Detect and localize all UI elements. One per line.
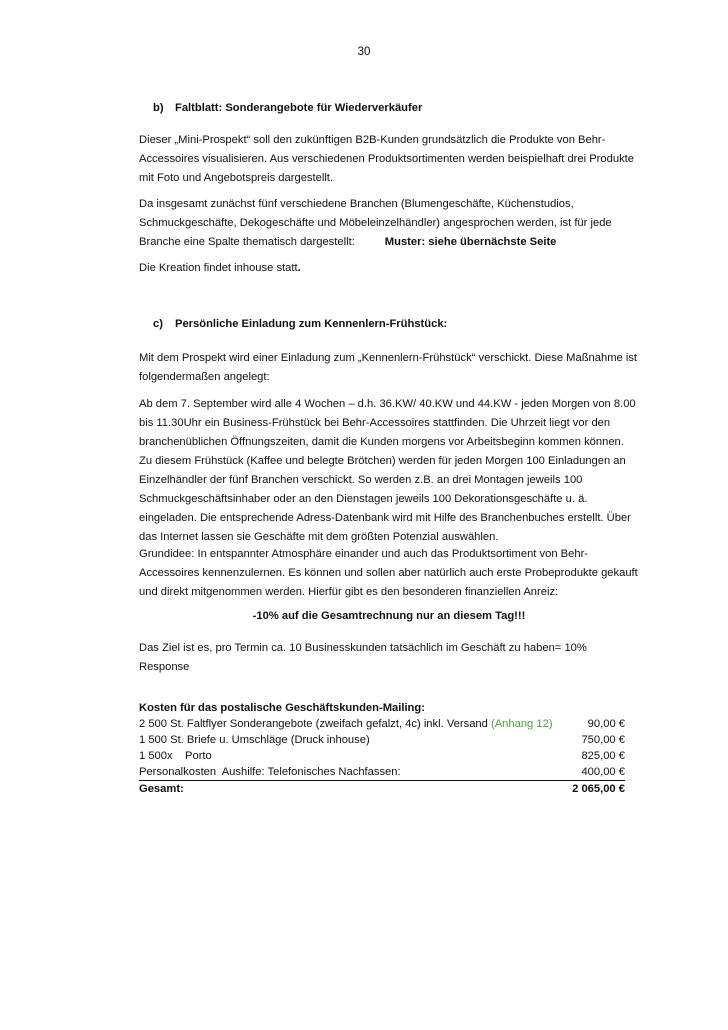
cost-item-amount: 400,00 €: [570, 764, 625, 781]
cost-section: [139, 700, 639, 797]
cost-item-label: 1 500x Porto: [139, 750, 212, 762]
text-line: Da insgesamt zunächst fünf verschiedene Branchen (Blumengeschäfte, Küchenstudios,: [139, 198, 574, 210]
text-line: Ab dem 7. September wird alle 4 Wochen – d.h. 36.KW/ 40.KW und 44.KW - jeden Morgen von 8.00: [139, 398, 636, 410]
appendix-reference: (Anhang 12): [490, 718, 553, 730]
section-c-paragraph-2: [139, 395, 639, 547]
table-row: [139, 700, 625, 716]
total-label: Gesamt:: [139, 783, 184, 795]
text-line: eingeladen. Die entsprechende Adress-Datenbank wird mit Hilfe des Branchenbuches erstellt. Über: [139, 512, 631, 524]
text-line: folgendermaßen angelegt:: [139, 371, 270, 383]
text-fragment: Die Kreation findet inhouse statt: [139, 262, 298, 274]
section-b-paragraph-2: [139, 195, 639, 252]
text-line: [139, 233, 639, 252]
section-b-heading: [139, 99, 653, 118]
text-fragment: Branche eine Spalte thematisch dargestellt:: [139, 236, 355, 248]
text-line: das Internet lassen sie Geschäfte mit dem größten Potenzial auswählen.: [139, 531, 499, 543]
section-c-marker: c): [153, 318, 163, 330]
table-row: [139, 716, 625, 732]
cost-table: [139, 700, 625, 797]
section-c-title: Persönliche Einladung zum Kennenlern-Frühstück:: [175, 318, 448, 330]
text-fragment: .: [297, 262, 301, 274]
section-b-paragraph-3: [139, 259, 639, 278]
text-line: Grundidee: In entspannter Atmosphäre einander und auch das Produktsortiment von Behr-: [139, 548, 589, 560]
text-line: bis 11.30Uhr ein Business-Frühstück bei Behr-Accessoires stattfinden. Die Uhrzeit liegt vor den: [139, 417, 611, 429]
section-b-title: Faltblatt: Sonderangebote für Wiederverkäufer: [175, 102, 423, 114]
table-row: [139, 781, 625, 798]
section-b-marker: b): [153, 102, 164, 114]
text-line: Dieser „Mini-Prospekt“ soll den zukünftigen B2B-Kunden grundsätzlich die Produkte von Behr-: [139, 134, 606, 146]
text-line: Schmuckgeschäftsinhaber oder an den Dienstagen jeweils 100 Dekorationsgeschäfte u. ä.: [139, 493, 588, 505]
text-line: und direkt mitgenommen werden. Hierfür gibt es den besonderen finanziellen Anreiz:: [139, 586, 559, 598]
section-c-heading: [139, 315, 653, 334]
cost-item-amount: 750,00 €: [581, 734, 625, 746]
text-fragment: 2 500 St. Faltflyer Sonderangebote (zweifach gefalzt, 4c) inkl. Versand: [139, 718, 488, 730]
cost-item-label: 1 500 St. Briefe u. Umschläge (Druck inhouse): [139, 734, 370, 746]
text-line: mit Foto und Angebotspreis dargestellt.: [139, 172, 334, 184]
text-line: Einzelhändler der fünf Branchen verschickt. So werden z.B. an drei Montagen jeweils 100: [139, 474, 583, 486]
total-amount: 2 065,00 €: [572, 783, 625, 795]
discount-offer: -10% auf die Gesamtrechnung nur an diesem Tag!!!: [252, 610, 526, 622]
cost-item-label: [139, 716, 570, 732]
section-c-paragraph-1: [139, 349, 639, 387]
section-c-paragraph-3: [139, 545, 639, 602]
text-line: branchenüblichen Öffnungszeiten, damit die Kunden morgens vor Arbeitsbeginn kommen können.: [139, 436, 624, 448]
section-b-paragraph-1: [139, 131, 639, 188]
cost-title: Kosten für das postalische Geschäftskunden-Mailing:: [139, 702, 425, 714]
table-row: [139, 748, 625, 764]
text-line: Accessoires kennenzulernen. Es können und sollen aber natürlich auch erste Probeprodukte gekauft: [139, 567, 638, 579]
goal-statement: Das Ziel ist es, pro Termin ca. 10 Businesskunden tatsächlich im Geschäft zu haben= 10% Response: [139, 642, 587, 673]
sample-reference: Muster: siehe übernächste Seite: [384, 236, 557, 248]
text-line: Schmuckgeschäfte, Dekogeschäfte und Möbeleinzelhändler) angesprochen werden, ist für jede: [139, 217, 612, 229]
page-number: 30: [357, 46, 371, 58]
cost-item-amount: 825,00 €: [581, 750, 625, 762]
cost-item-label: Personalkosten Aushilfe: Telefonisches Nachfassen:: [139, 764, 570, 781]
text-line: Accessoires visualisieren. Aus verschiedenen Produktsortimenten werden beispielhaft drei Produkte: [139, 153, 634, 165]
cost-item-amount: 90,00 €: [587, 718, 625, 730]
table-row: [139, 732, 625, 748]
text-line: Mit dem Prospekt wird einer Einladung zum „Kennenlern-Frühstück“ verschickt. Diese Maßnahme ist: [139, 352, 638, 364]
table-row: [139, 764, 625, 781]
text-line: Zu diesem Frühstück (Kaffee und belegte Brötchen) werden für jeden Morgen 100 Einladungen an: [139, 455, 626, 467]
